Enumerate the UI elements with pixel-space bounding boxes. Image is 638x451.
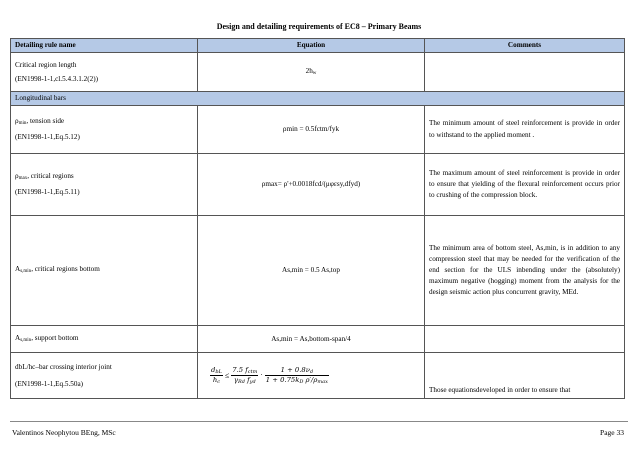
formula-fraction-db: $\frac{d_{bL}}{h_c}$	[211, 365, 222, 385]
rule-symbol-subscript: s,min	[20, 269, 32, 275]
rule-name	[15, 334, 193, 344]
comment-cell: The minimum area of bottom steel, As,min, is in addition to any compression steel that may be needed for the verification of the end section for the ULS inbending under the (absolutely) maximum negative (hogging) moment from the analysis for the design seismic action plus concurrent gravity, MEd.	[425, 216, 625, 326]
rule-symbol: ρ	[15, 117, 19, 126]
rule-name: Critical region length	[15, 60, 77, 69]
rule-symbol-subscript: max	[18, 176, 28, 182]
rule-reference: (EN1998-1-1,Eq.5.11)	[15, 187, 80, 196]
equation-text: 2h	[305, 66, 313, 75]
table-row	[11, 154, 625, 216]
header-rule-name: Detailing rule name	[11, 39, 198, 53]
table-row	[11, 326, 625, 353]
table-row	[11, 216, 625, 326]
rule-reference: (EN1998-1-1,Eq.5.12)	[15, 132, 80, 141]
rule-cell	[11, 216, 198, 326]
rule-symbol: A	[15, 333, 21, 342]
footer-author: Valentinos Neophytou BEng, MSc	[12, 428, 116, 437]
rule-symbol: A	[15, 265, 21, 274]
comment-cell: The maximum amount of steel reinforcement is provide in order to ensure that yielding of the flexural reinforcement occurs prior to crushing of the compression block.	[425, 154, 625, 216]
table-row	[11, 353, 625, 399]
rule-reference: (EN1998-1-1,cl.5.4.3.1.2(2))	[15, 74, 99, 83]
equation-cell: ρmin = 0.5fctm/fyk	[198, 106, 425, 154]
comment-cell: The minimum amount of steel reinforcement is provide in order to withstand to the applied moment .	[425, 106, 625, 154]
rule-name	[15, 265, 193, 275]
rule-text: , support bottom	[31, 333, 79, 342]
rule-text: , critical regions bottom	[31, 265, 100, 274]
table-row	[11, 106, 625, 154]
rule-name: dbL/hc–bar crossing interior joint	[15, 362, 112, 371]
formula-fraction-fctm: $\frac{7.5 f_{ctm}}{\gamma_{Rd} f_{yd}}$	[232, 365, 258, 385]
equation-cell: As,min = 0.5 As,top	[198, 216, 425, 326]
detailing-table	[10, 38, 625, 399]
equation-cell	[198, 53, 425, 92]
equation-cell: As,min = As,bottom-span/4	[198, 326, 425, 353]
equation-subscript: w	[312, 70, 317, 76]
equation-cell: ρmax= ρ'+0.0018fcd/(μφεsy,dfyd)	[198, 154, 425, 216]
rule-cell	[11, 154, 198, 216]
table-header-row	[11, 39, 625, 53]
rule-cell	[11, 106, 198, 154]
section-row	[11, 92, 625, 106]
comment-cell	[425, 326, 625, 353]
rule-cell	[11, 53, 198, 92]
formula-fraction-nu: $\frac{1 + 0.8\nu_d}{1 + 0.75k_D \rho'/\rho_{max}}$	[265, 365, 328, 385]
comment-cell: Those equationsdeveloped in order to ensure that	[425, 353, 625, 399]
comment-cell	[425, 53, 625, 92]
rule-reference: (EN1998-1-1,Eq.5.50a)	[15, 379, 84, 388]
table-row	[11, 53, 625, 92]
rule-name	[15, 172, 193, 182]
rule-cell	[11, 326, 198, 353]
page-title: Design and detailing requirements of EC8 – Primary Beams	[216, 22, 422, 31]
rule-symbol-subscript: s,min	[20, 337, 32, 343]
header-comments: Comments	[425, 39, 625, 53]
rule-text: , critical regions	[27, 172, 74, 181]
section-title: Longitudinal bars	[11, 92, 625, 106]
footer-page-number: Page 33	[600, 428, 624, 437]
rule-symbol-subscript: min	[18, 121, 27, 127]
rule-name	[15, 117, 193, 127]
equation-cell: $\frac{d_{bL}}{h_c}$ ≤ $\frac{7.5 f_{ctm}}{\gamma_{Rd} f_{yd}}$ · $\frac{1 + 0.8\nu_d}{1 + 0.75k_D \rho'/\rho_{max}}$	[198, 353, 425, 399]
header-equation: Equation	[198, 39, 425, 53]
rule-symbol: ρ	[15, 172, 19, 181]
rule-cell	[11, 353, 198, 399]
rule-text: , tension side	[26, 117, 65, 126]
footer-divider	[10, 421, 628, 422]
